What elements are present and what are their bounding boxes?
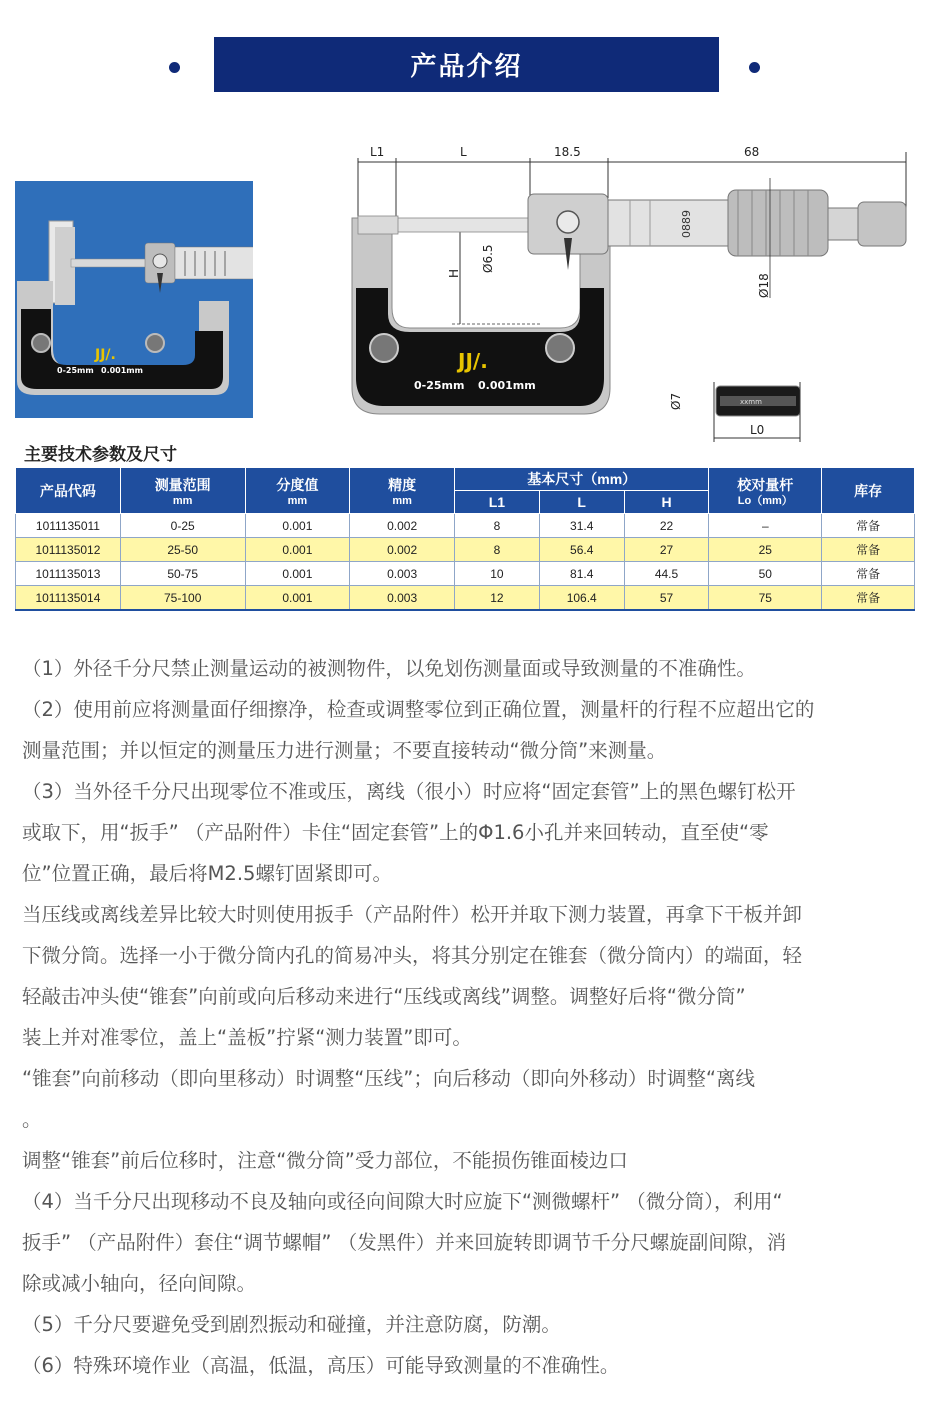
- cell-division: 0.001: [245, 538, 350, 562]
- cell-l1: 10: [455, 562, 540, 586]
- cell-range: 75-100: [120, 586, 245, 611]
- cell-l1: 12: [455, 586, 540, 611]
- dim-label-phi18: Ø18: [757, 273, 771, 298]
- micrometer-dimension-drawing: [340, 138, 920, 448]
- cell-division: 0.001: [245, 514, 350, 538]
- spec-section-title: 主要技术参数及尺寸: [24, 445, 177, 465]
- th-l1: L1: [455, 491, 540, 514]
- note-line: “锥套”向前移动（即向里移动）时调整“压线”；向后移动（即向外移动）时调整“离线: [22, 1067, 756, 1090]
- cell-gauge: 75: [709, 586, 822, 611]
- note-line: （1）外径千分尺禁止测量运动的被测物件，以免划伤测量面或导致测量的不准确性。: [22, 657, 756, 680]
- th-l: L: [539, 491, 624, 514]
- th-stock: 库存: [822, 468, 915, 514]
- table-row: [16, 586, 915, 611]
- dim-label-h: H: [447, 268, 461, 278]
- svg-text:xxmm: xxmm: [740, 398, 762, 406]
- cell-stock: 常备: [822, 514, 915, 538]
- table-row: [16, 514, 915, 538]
- note-line: 扳手” （产品附件）套住“调节螺帽” （发黑件）并来回旋转即调节千分尺螺旋副间隙，消: [22, 1231, 787, 1254]
- note-line: （2）使用前应将测量面仔细擦净，检查或调整零位到正确位置，测量杆的行程不应超出它的: [22, 698, 815, 721]
- th-h: H: [624, 491, 709, 514]
- micrometer-photo-illustration: [15, 181, 253, 418]
- note-line: （5）千分尺要避免受到剧烈振动和碰撞，并注意防腐，防潮。: [22, 1313, 561, 1336]
- spec-table: [15, 467, 915, 611]
- cell-gauge: –: [709, 514, 822, 538]
- cell-l: 31.4: [539, 514, 624, 538]
- cell-range: 25-50: [120, 538, 245, 562]
- cell-stock: 常备: [822, 586, 915, 611]
- th-gauge: 校对量杆 Lo（mm）: [709, 468, 822, 514]
- note-line: 当压线或离线差异比较大时则使用扳手（产品附件）松开并取下测力装置，再拿下干板并卸: [22, 903, 803, 926]
- cell-h: 57: [624, 586, 709, 611]
- th-accuracy: 精度 mm: [350, 468, 455, 514]
- cell-code: 1011135012: [16, 538, 121, 562]
- cell-code: 1011135013: [16, 562, 121, 586]
- cell-accuracy: 0.002: [350, 514, 455, 538]
- cell-h: 44.5: [624, 562, 709, 586]
- cell-division: 0.001: [245, 586, 350, 611]
- note-line: 除或减小轴向，径向间隙。: [22, 1272, 257, 1295]
- cell-range: 0-25: [120, 514, 245, 538]
- cell-stock: 常备: [822, 538, 915, 562]
- cell-gauge: 25: [709, 538, 822, 562]
- usage-notes: [22, 648, 912, 1386]
- cell-accuracy: 0.003: [350, 562, 455, 586]
- dim-label-18-5: 18.5: [554, 145, 581, 159]
- cell-l: 106.4: [539, 586, 624, 611]
- cell-l1: 8: [455, 538, 540, 562]
- section-header: [214, 37, 719, 92]
- note-line: 轻敲击冲头使“锥套”向前或向后移动来进行“压线或离线”调整。调整好后将“微分筒”: [22, 985, 746, 1008]
- dim-label-phi6-5: Ø6.5: [481, 244, 495, 273]
- cell-stock: 常备: [822, 562, 915, 586]
- header-dot-right: [749, 62, 760, 73]
- diagram-range-text: 0-25mm: [414, 379, 465, 392]
- dim-label-68: 68: [744, 145, 760, 159]
- dim-label-l: L: [460, 145, 467, 159]
- note-line: 测量范围；并以恒定的测量压力进行测量；不要直接转动“微分筒”来测量。: [22, 739, 667, 762]
- diagram-resolution-text: 0.001mm: [478, 379, 536, 392]
- table-row: [16, 562, 915, 586]
- svg-text:JJ/.: JJ/.: [95, 347, 116, 363]
- table-row: [16, 538, 915, 562]
- svg-text:JJ/.: JJ/.: [458, 349, 488, 373]
- cell-l: 81.4: [539, 562, 624, 586]
- cell-h: 27: [624, 538, 709, 562]
- cell-division: 0.001: [245, 562, 350, 586]
- note-line: 下微分筒。选择一小于微分筒内孔的简易冲头，将其分别定在锥套（微分筒内）的端面，轻: [22, 944, 803, 967]
- th-division: 分度值 mm: [245, 468, 350, 514]
- note-line: （4）当千分尺出现移动不良及轴向或径向间隙大时应旋下“测微螺杆” （微分筒），利用“: [22, 1190, 783, 1213]
- note-line: 。: [22, 1108, 42, 1131]
- th-code: 产品代码: [16, 468, 121, 514]
- note-line: （6）特殊环境作业（高温，低温，高压）可能导致测量的不准确性。: [22, 1354, 620, 1377]
- cell-l: 56.4: [539, 538, 624, 562]
- note-line: 位”位置正确，最后将M2.5螺钉固紧即可。: [22, 862, 392, 885]
- cell-gauge: 50: [709, 562, 822, 586]
- product-photo: [15, 181, 253, 418]
- dim-label-phi7: Ø7: [669, 392, 683, 410]
- photo-resolution-text: 0.001mm: [101, 366, 143, 375]
- dim-label-l1: L1: [370, 145, 385, 159]
- dimension-diagram: [340, 138, 920, 448]
- th-basic-size: 基本尺寸（mm）: [455, 468, 709, 491]
- cell-code: 1011135014: [16, 586, 121, 611]
- cell-accuracy: 0.003: [350, 586, 455, 611]
- note-line: 或取下，用“扳手” （产品附件）卡住“固定套管”上的Φ1.6小孔并来回转动，直至使“零: [22, 821, 769, 844]
- cell-code: 1011135011: [16, 514, 121, 538]
- note-line: （3）当外径千分尺出现零位不准或压，离线（很小）时应将“固定套管”上的黑色螺钉松开: [22, 780, 796, 803]
- cell-h: 22: [624, 514, 709, 538]
- header-dot-left: [169, 62, 180, 73]
- th-range: 测量范围 mm: [120, 468, 245, 514]
- dim-label-l0: L0: [750, 423, 765, 437]
- note-line: 装上并对准零位，盖上“盖板”拧紧“测力装置”即可。: [22, 1026, 472, 1049]
- cell-l1: 8: [455, 514, 540, 538]
- svg-text:0889: 0889: [680, 210, 693, 238]
- cell-range: 50-75: [120, 562, 245, 586]
- note-line: 调整“锥套”前后位移时，注意“微分筒”受力部位，不能损伤锥面棱边口: [22, 1149, 628, 1172]
- photo-range-text: 0-25mm: [57, 366, 94, 375]
- section-header-title: 产品介绍: [410, 52, 523, 82]
- cell-accuracy: 0.002: [350, 538, 455, 562]
